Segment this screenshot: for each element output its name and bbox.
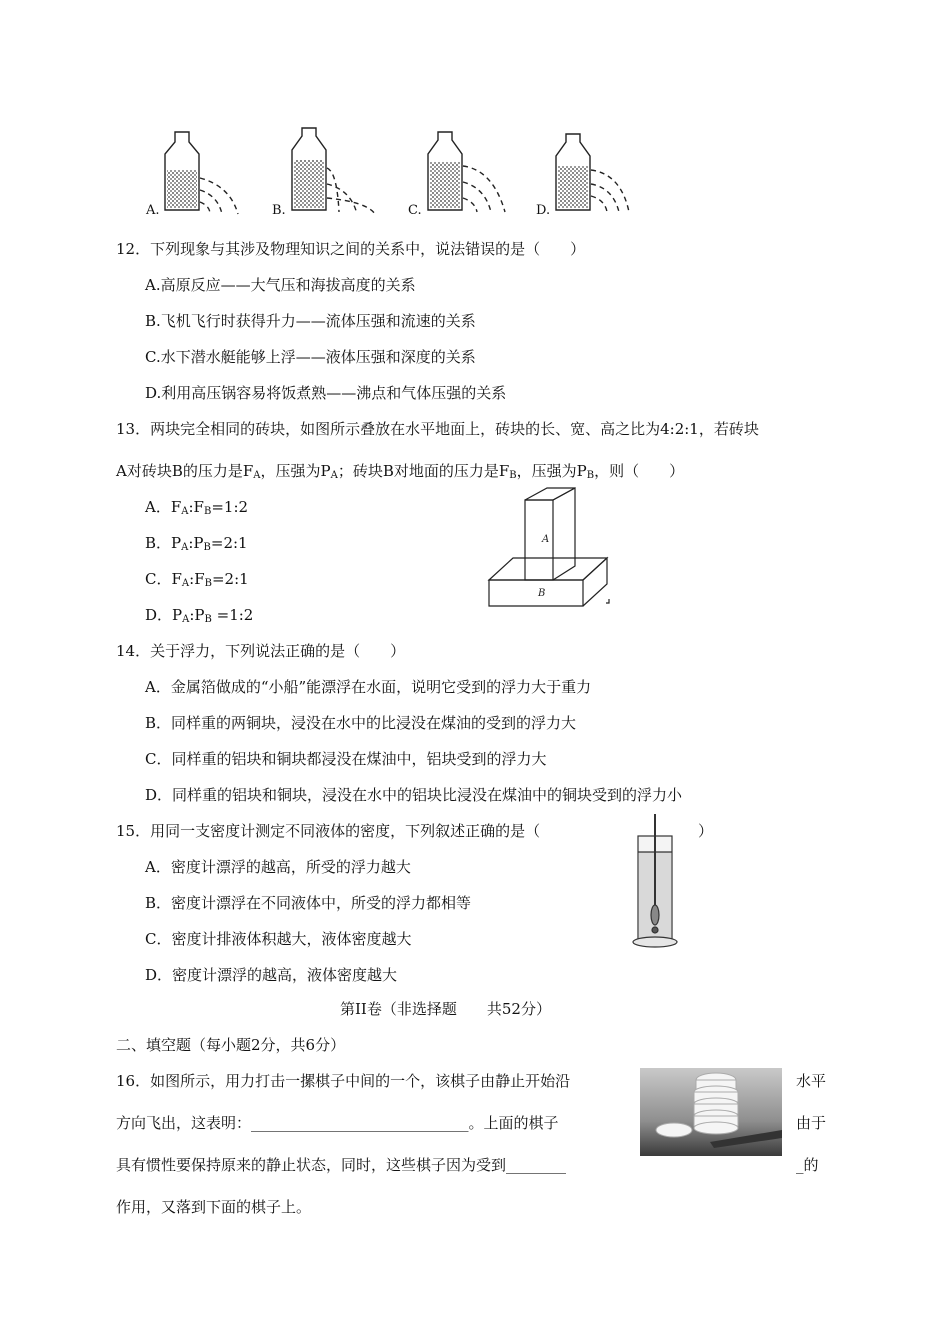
bottle-c	[428, 132, 505, 212]
option-var: F	[171, 570, 182, 588]
subscript: A	[181, 542, 189, 553]
option-var: :P	[189, 606, 205, 624]
option-var: :P	[188, 534, 204, 552]
option-ratio: =1:2	[211, 606, 254, 624]
option-prefix: A．	[145, 498, 171, 516]
fill-heading: 二、填空题（每小题2分，共6分）	[116, 1036, 346, 1054]
q13-option-d	[145, 604, 253, 625]
q13-stem-line2	[116, 460, 684, 481]
subscript: B	[586, 470, 595, 481]
subscript: B	[509, 470, 517, 481]
q11-option-d: D.	[536, 203, 551, 218]
q16-line4: 作用，又落到下面的棋子上。	[116, 1198, 312, 1216]
subscript: B	[204, 614, 212, 625]
q14-option-c: C．同样重的铝块和铜块都浸没在煤油中，铝块受到的浮力大	[145, 750, 547, 768]
subscript: B	[204, 578, 212, 589]
option-prefix: D．	[145, 606, 173, 624]
bottle-a	[165, 132, 238, 214]
q16-line3-right: _的	[796, 1156, 819, 1174]
brick-a-label: A	[542, 534, 550, 545]
q15-option-a: A．密度计漂浮的越高，所受的浮力越大	[145, 858, 411, 876]
subscript: A	[182, 614, 190, 625]
section2-title: 第II卷（非选择题 共52分）	[340, 1000, 551, 1018]
q15-stem-left: 15．用同一支密度计测定不同液体的密度，下列叙述正确的是（	[116, 822, 541, 840]
subscript: A	[181, 506, 189, 517]
q15-option-b: B．密度计漂浮在不同液体中，所受的浮力都相等	[145, 894, 472, 912]
q15-stem-right: ）	[698, 822, 714, 840]
q11-option-b: B.	[272, 203, 286, 218]
q13-stem-part: ，压强为P	[516, 462, 587, 480]
q12-stem: 12．下列现象与其涉及物理知识之间的关系中，说法错误的是（ ）	[116, 240, 586, 258]
q14-option-a: A．金属箔做成的“小船”能漂浮在水面，说明它受到的浮力大于重力	[145, 678, 592, 696]
q13-option-c	[145, 568, 249, 589]
q15-option-d: D．密度计漂浮的越高，液体密度越大	[145, 966, 398, 984]
brick-b-label: B	[538, 588, 546, 599]
option-var: P	[171, 534, 182, 552]
q13-stem-part: ；砖块B对地面的压力是F	[337, 462, 510, 480]
option-ratio: =2:1	[210, 534, 248, 552]
option-var: F	[170, 498, 182, 516]
q13-option-b	[145, 532, 248, 553]
q11-option-c: C.	[408, 203, 422, 218]
option-var: :F	[188, 498, 204, 516]
bottle-b	[292, 128, 375, 214]
subscript: B	[203, 506, 212, 517]
option-ratio: =1:2	[211, 498, 249, 516]
q14-stem: 14．关于浮力，下列说法正确的是（ ）	[116, 642, 406, 660]
q13-stem-line1: 13．两块完全相同的砖块，如图所示叠放在水平地面上，砖块的长、宽、高之比为4:2:1，若砖块	[116, 420, 759, 438]
q16-line1-right: 水平	[796, 1072, 827, 1090]
option-ratio: =2:1	[211, 570, 249, 588]
q11-option-a: A.	[146, 203, 160, 218]
q16-line1-left: 16．如图所示，用力打击一摞棋子中间的一个，该棋子由静止开始沿	[116, 1072, 571, 1090]
q14-option-b: B．同样重的两铜块，浸没在水中的比浸没在煤油的受到的浮力大	[145, 714, 577, 732]
option-var: :F	[189, 570, 205, 588]
q12-option-b: B.飞机飞行时获得升力——流体压强和流速的关系	[145, 312, 476, 330]
option-prefix: C．	[145, 570, 172, 588]
q14-option-d: D．同样重的铝块和铜块，浸没在水中的铝块比浸没在煤油中的铜块受到的浮力小	[145, 786, 683, 804]
q13-option-a	[145, 496, 248, 517]
q13-stem-part: ，则（ ）	[594, 462, 685, 480]
chess-stack-photo	[640, 1068, 782, 1156]
subscript: A	[181, 578, 190, 589]
q11-bottle-figures	[0, 0, 950, 230]
option-prefix: B．	[145, 534, 172, 552]
q12-option-c: C.水下潜水艇能够上浮——液体压强和深度的关系	[145, 348, 476, 366]
subscript: A	[253, 470, 261, 481]
subscript: B	[203, 542, 211, 553]
q16-line2-right: 由于	[796, 1114, 827, 1132]
bottle-d	[556, 134, 629, 212]
q16-line2-left: 方向飞出，这表明：_____________________________。上面的棋子	[116, 1114, 559, 1132]
subscript: A	[330, 470, 338, 481]
q12-option-a: A.高原反应——大气压和海拔高度的关系	[145, 276, 416, 294]
q15-option-c: C．密度计排液体积越大，液体密度越大	[145, 930, 412, 948]
q13-stem-part: A对砖块B的压力是F	[116, 462, 254, 480]
q16-line3-left: 具有惯性要保持原来的静止状态，同时，这些棋子因为受到________	[116, 1156, 567, 1174]
option-var: P	[172, 606, 183, 624]
q13-stem-part: ，压强为P	[260, 462, 331, 480]
q12-option-d: D.利用高压锅容易将饭煮熟——沸点和气体压强的关系	[145, 384, 507, 402]
